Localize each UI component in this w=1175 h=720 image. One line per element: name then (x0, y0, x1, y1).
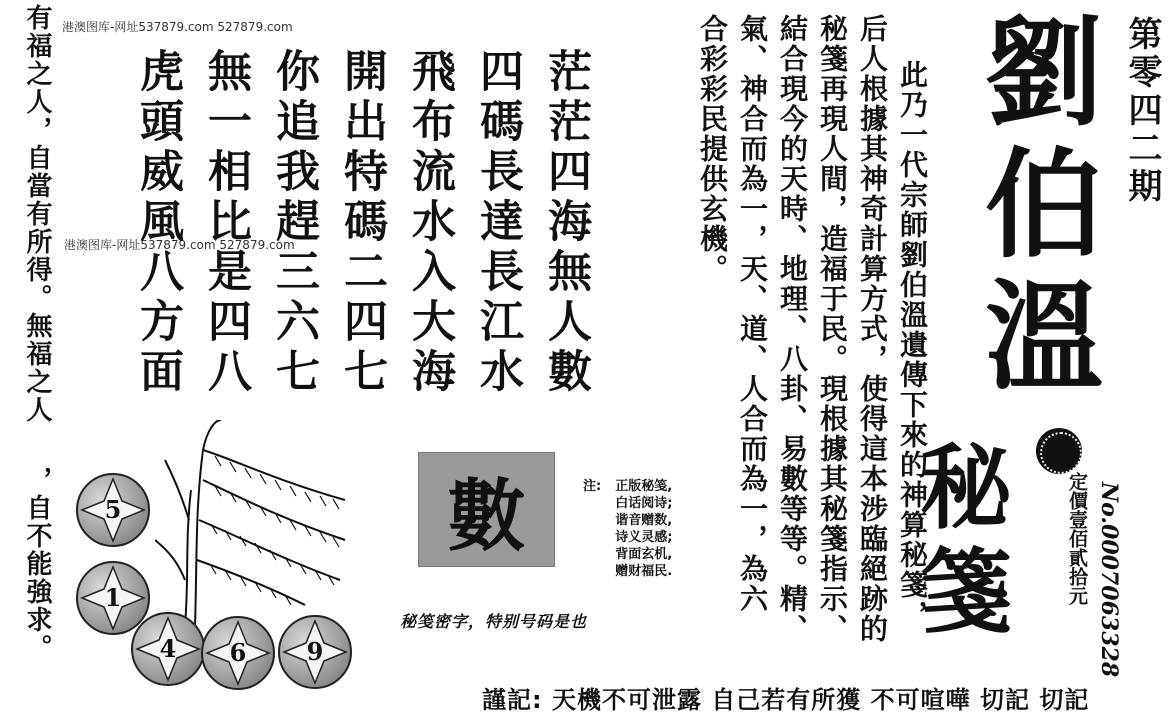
notes-line: 赠财福民. (615, 564, 673, 579)
poem-line-2: 四碼長達長江水 (472, 48, 523, 398)
serial-number: No.0007063328 (1096, 482, 1122, 678)
watermark-top: 港澳图库-网址537879.com 527879.com (62, 20, 293, 34)
seal-stamp-ring (1040, 432, 1082, 474)
ball-number: 5 (104, 495, 122, 524)
ball-number: 9 (306, 637, 324, 666)
poem-line-3: 飛布流水入大海 (404, 48, 455, 398)
story-column-4: 結合現今的天時、地理、八卦、易數等等。精、 (776, 14, 809, 644)
ball-number: 6 (229, 638, 247, 667)
number-ball (201, 616, 275, 690)
notes-line: 白话阅诗; (615, 496, 673, 511)
issue-number: 第零四二期 (1122, 16, 1162, 206)
story-column-5: 氣、神合而為一，天、道、人合而為一，為六 (736, 14, 769, 614)
title-char: 溫 (985, 267, 1104, 406)
notes-line: 诗义灵感; (615, 530, 673, 545)
subtitle-char: 秘 (920, 434, 1013, 542)
ball-number: 1 (104, 583, 122, 612)
number-ball (76, 473, 150, 547)
key-character-box (418, 452, 555, 567)
poem-line-7: 虎頭威風八方面 (132, 48, 183, 398)
left-note-column-1: 有福之人，自當有所得。無福之人 (22, 4, 52, 424)
number-ball (278, 615, 352, 689)
notes-line: 正版秘笺, (615, 479, 673, 494)
key-character: 數 (447, 470, 526, 562)
notes-line: 背面玄机, (615, 547, 673, 562)
title-char: 伯 (985, 135, 1104, 274)
caption: 秘笺密字，特别号码是也 (400, 612, 588, 631)
poem-line-5: 你追我趕三六七 (268, 48, 319, 398)
notes-line: 谐音赠数, (615, 513, 673, 528)
story-column-3: 秘箋再現人間，造福于民。現根據其秘箋指示、 (816, 14, 849, 644)
notes-label: 注: (583, 479, 602, 494)
story-column-6: 合彩彩民提供玄機。 (696, 14, 729, 284)
poem-line-4: 開出特碼二四七 (336, 48, 387, 398)
watermark-middle: 港澳图库-网址537879.com 527879.com (64, 238, 295, 252)
price: 定價壹佰貳拾元 (1066, 472, 1088, 605)
story-column-1: 此乃一代宗師劉伯溫遺傳下來的神算秘箋， (896, 60, 929, 630)
poem-line-1: 茫茫四海無人數 (540, 48, 591, 398)
poem-line-6: 無一相比是四八 (200, 48, 251, 398)
story-column-2: 后人根據其神奇計算方式，使得這本涉臨絕跡的 (856, 14, 889, 644)
left-note-column-2: ，自不能強求。 (22, 466, 52, 662)
notes (583, 478, 672, 580)
number-ball (131, 612, 205, 686)
ball-number: 4 (159, 634, 177, 663)
subtitle-char: 箋 (920, 538, 1013, 646)
footer-warning: 謹記: 天機不可泄露 自己若有所獲 不可喧嘩 切記 切記 (482, 686, 1090, 714)
title-char: 劉 (985, 3, 1104, 142)
tree-illustration (155, 420, 355, 625)
